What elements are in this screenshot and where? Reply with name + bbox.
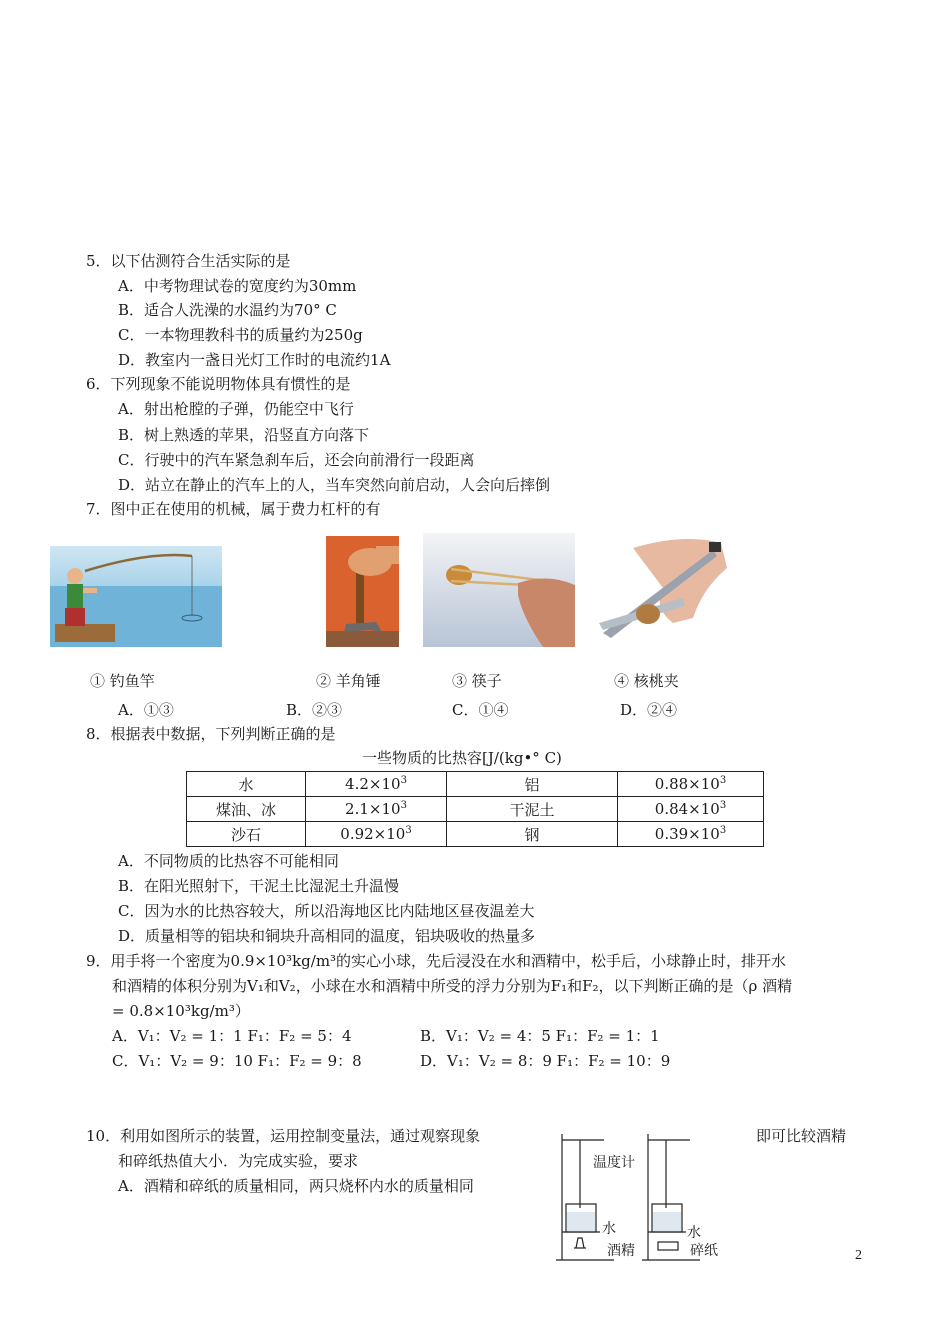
q5-option-d: D．教室内一盏日光灯工作时的电流约1A xyxy=(118,351,391,369)
table-cell: $4.2\times 10^3$ xyxy=(306,772,447,797)
q7-option-c: C．①④ xyxy=(452,701,509,719)
nutcracker-image xyxy=(593,528,727,646)
q9-line-3: = 0.8×10³kg/m³） xyxy=(112,1002,250,1020)
q5-option-a: A．中考物理试卷的宽度约为30mm xyxy=(118,277,357,295)
q9-option-c: C．V₁：V₂ = 9：10 F₁：F₂ = 9：8 xyxy=(112,1052,362,1070)
q5-stem: 5．以下估测符合生活实际的是 xyxy=(86,252,291,270)
water-label-2: 水 xyxy=(687,1225,701,1241)
q10-line-1: 10．利用如图所示的装置，运用控制变量法，通过观察现象 xyxy=(86,1127,481,1145)
fishing-rod-image xyxy=(50,546,222,647)
q7-option-d: D．②④ xyxy=(620,701,678,719)
q6-stem: 6．下列现象不能说明物体具有惯性的是 xyxy=(86,375,351,393)
table-cell: 干泥土 xyxy=(447,797,618,822)
q7-caption-nutcracker: ④ 核桃夹 xyxy=(614,672,679,690)
q10-line-1-end: 即可比较酒精 xyxy=(756,1127,847,1145)
chopsticks-image xyxy=(423,533,575,647)
q9-option-a: A．V₁：V₂ = 1：1 F₁：F₂ = 5：4 xyxy=(112,1027,352,1045)
table-cell: $0.92\times 10^3$ xyxy=(306,822,447,847)
table-cell: 钢 xyxy=(447,822,618,847)
q5-option-c: C．一本物理教科书的质量约为250g xyxy=(118,326,363,344)
q9-option-b: B．V₁：V₂ = 4：5 F₁：F₂ = 1：1 xyxy=(420,1027,660,1045)
q9-line-2: 和酒精的体积分别为V₁和V₂，小球在水和酒精中所受的浮力分别为F₁和F₂，以下判断正确的是（ρ 酒精 xyxy=(112,977,793,995)
q8-table-title: 一些物质的比热容[J/(kg•° C) xyxy=(362,749,562,767)
q6-option-d: D．站立在静止的汽车上的人，当车突然向前启动，人会向后摔倒 xyxy=(118,476,551,494)
table-cell: 铝 xyxy=(447,772,618,797)
q7-option-a: A．①③ xyxy=(118,701,174,719)
q9-option-d: D．V₁：V₂ = 8：9 F₁：F₂ = 10：9 xyxy=(420,1052,671,1070)
q7-caption-fishing-rod: ① 钓鱼竿 xyxy=(90,672,155,690)
q7-option-b: B．②③ xyxy=(286,701,343,719)
claw-hammer-image xyxy=(326,536,399,647)
table-cell: $0.39\times 10^3$ xyxy=(618,822,764,847)
q9-line-1: 9．用手将一个密度为0.9×10³kg/m³的实心小球，先后浸没在水和酒精中，松手后，小球静止时，排开水 xyxy=(86,952,787,970)
table-cell: $0.84\times 10^3$ xyxy=(618,797,764,822)
q10-line-2: 和碎纸热值大小．为完成实验，要求 xyxy=(118,1152,359,1170)
specific-heat-table xyxy=(186,771,764,847)
q10-option-a: A．酒精和碎纸的质量相同，两只烧杯内水的质量相同 xyxy=(118,1177,474,1195)
q8-option-a: A．不同物质的比热容不可能相同 xyxy=(118,852,339,870)
q7-caption-chopsticks: ③ 筷子 xyxy=(452,672,502,690)
q8-option-c: C．因为水的比热容较大，所以沿海地区比内陆地区昼夜温差大 xyxy=(118,902,535,920)
q8-stem: 8．根据表中数据，下列判断正确的是 xyxy=(86,725,336,743)
table-cell: 煤油、冰 xyxy=(187,797,306,822)
table-cell: 沙石 xyxy=(187,822,306,847)
q6-option-a: A．射出枪膛的子弹，仍能空中飞行 xyxy=(118,400,354,418)
q8-option-d: D．质量相等的铝块和铜块升高相同的温度，铝块吸收的热量多 xyxy=(118,927,536,945)
table-cell: $2.1\times 10^3$ xyxy=(306,797,447,822)
water-label-1: 水 xyxy=(602,1221,616,1237)
alcohol-label: 酒精 xyxy=(607,1243,635,1259)
thermometer-label: 温度计 xyxy=(593,1155,635,1171)
q6-option-b: B．树上熟透的苹果，沿竖直方向落下 xyxy=(118,426,370,444)
q6-option-c: C．行驶中的汽车紧急刹车后，还会向前滑行一段距离 xyxy=(118,451,475,469)
table-cell: 水 xyxy=(187,772,306,797)
q8-option-b: B．在阳光照射下，干泥土比湿泥土升温慢 xyxy=(118,877,400,895)
page-number: 2 xyxy=(855,1248,862,1263)
table-row xyxy=(187,772,764,797)
table-row xyxy=(187,797,764,822)
paper-scraps-label: 碎纸 xyxy=(690,1243,718,1259)
q7-stem: 7．图中正在使用的机械，属于费力杠杆的有 xyxy=(86,500,381,518)
table-cell: $0.88\times 10^3$ xyxy=(618,772,764,797)
q5-option-b: B．适合人洗澡的水温约为70° C xyxy=(118,301,337,319)
table-row xyxy=(187,822,764,847)
q7-caption-claw-hammer: ② 羊角锤 xyxy=(316,672,381,690)
